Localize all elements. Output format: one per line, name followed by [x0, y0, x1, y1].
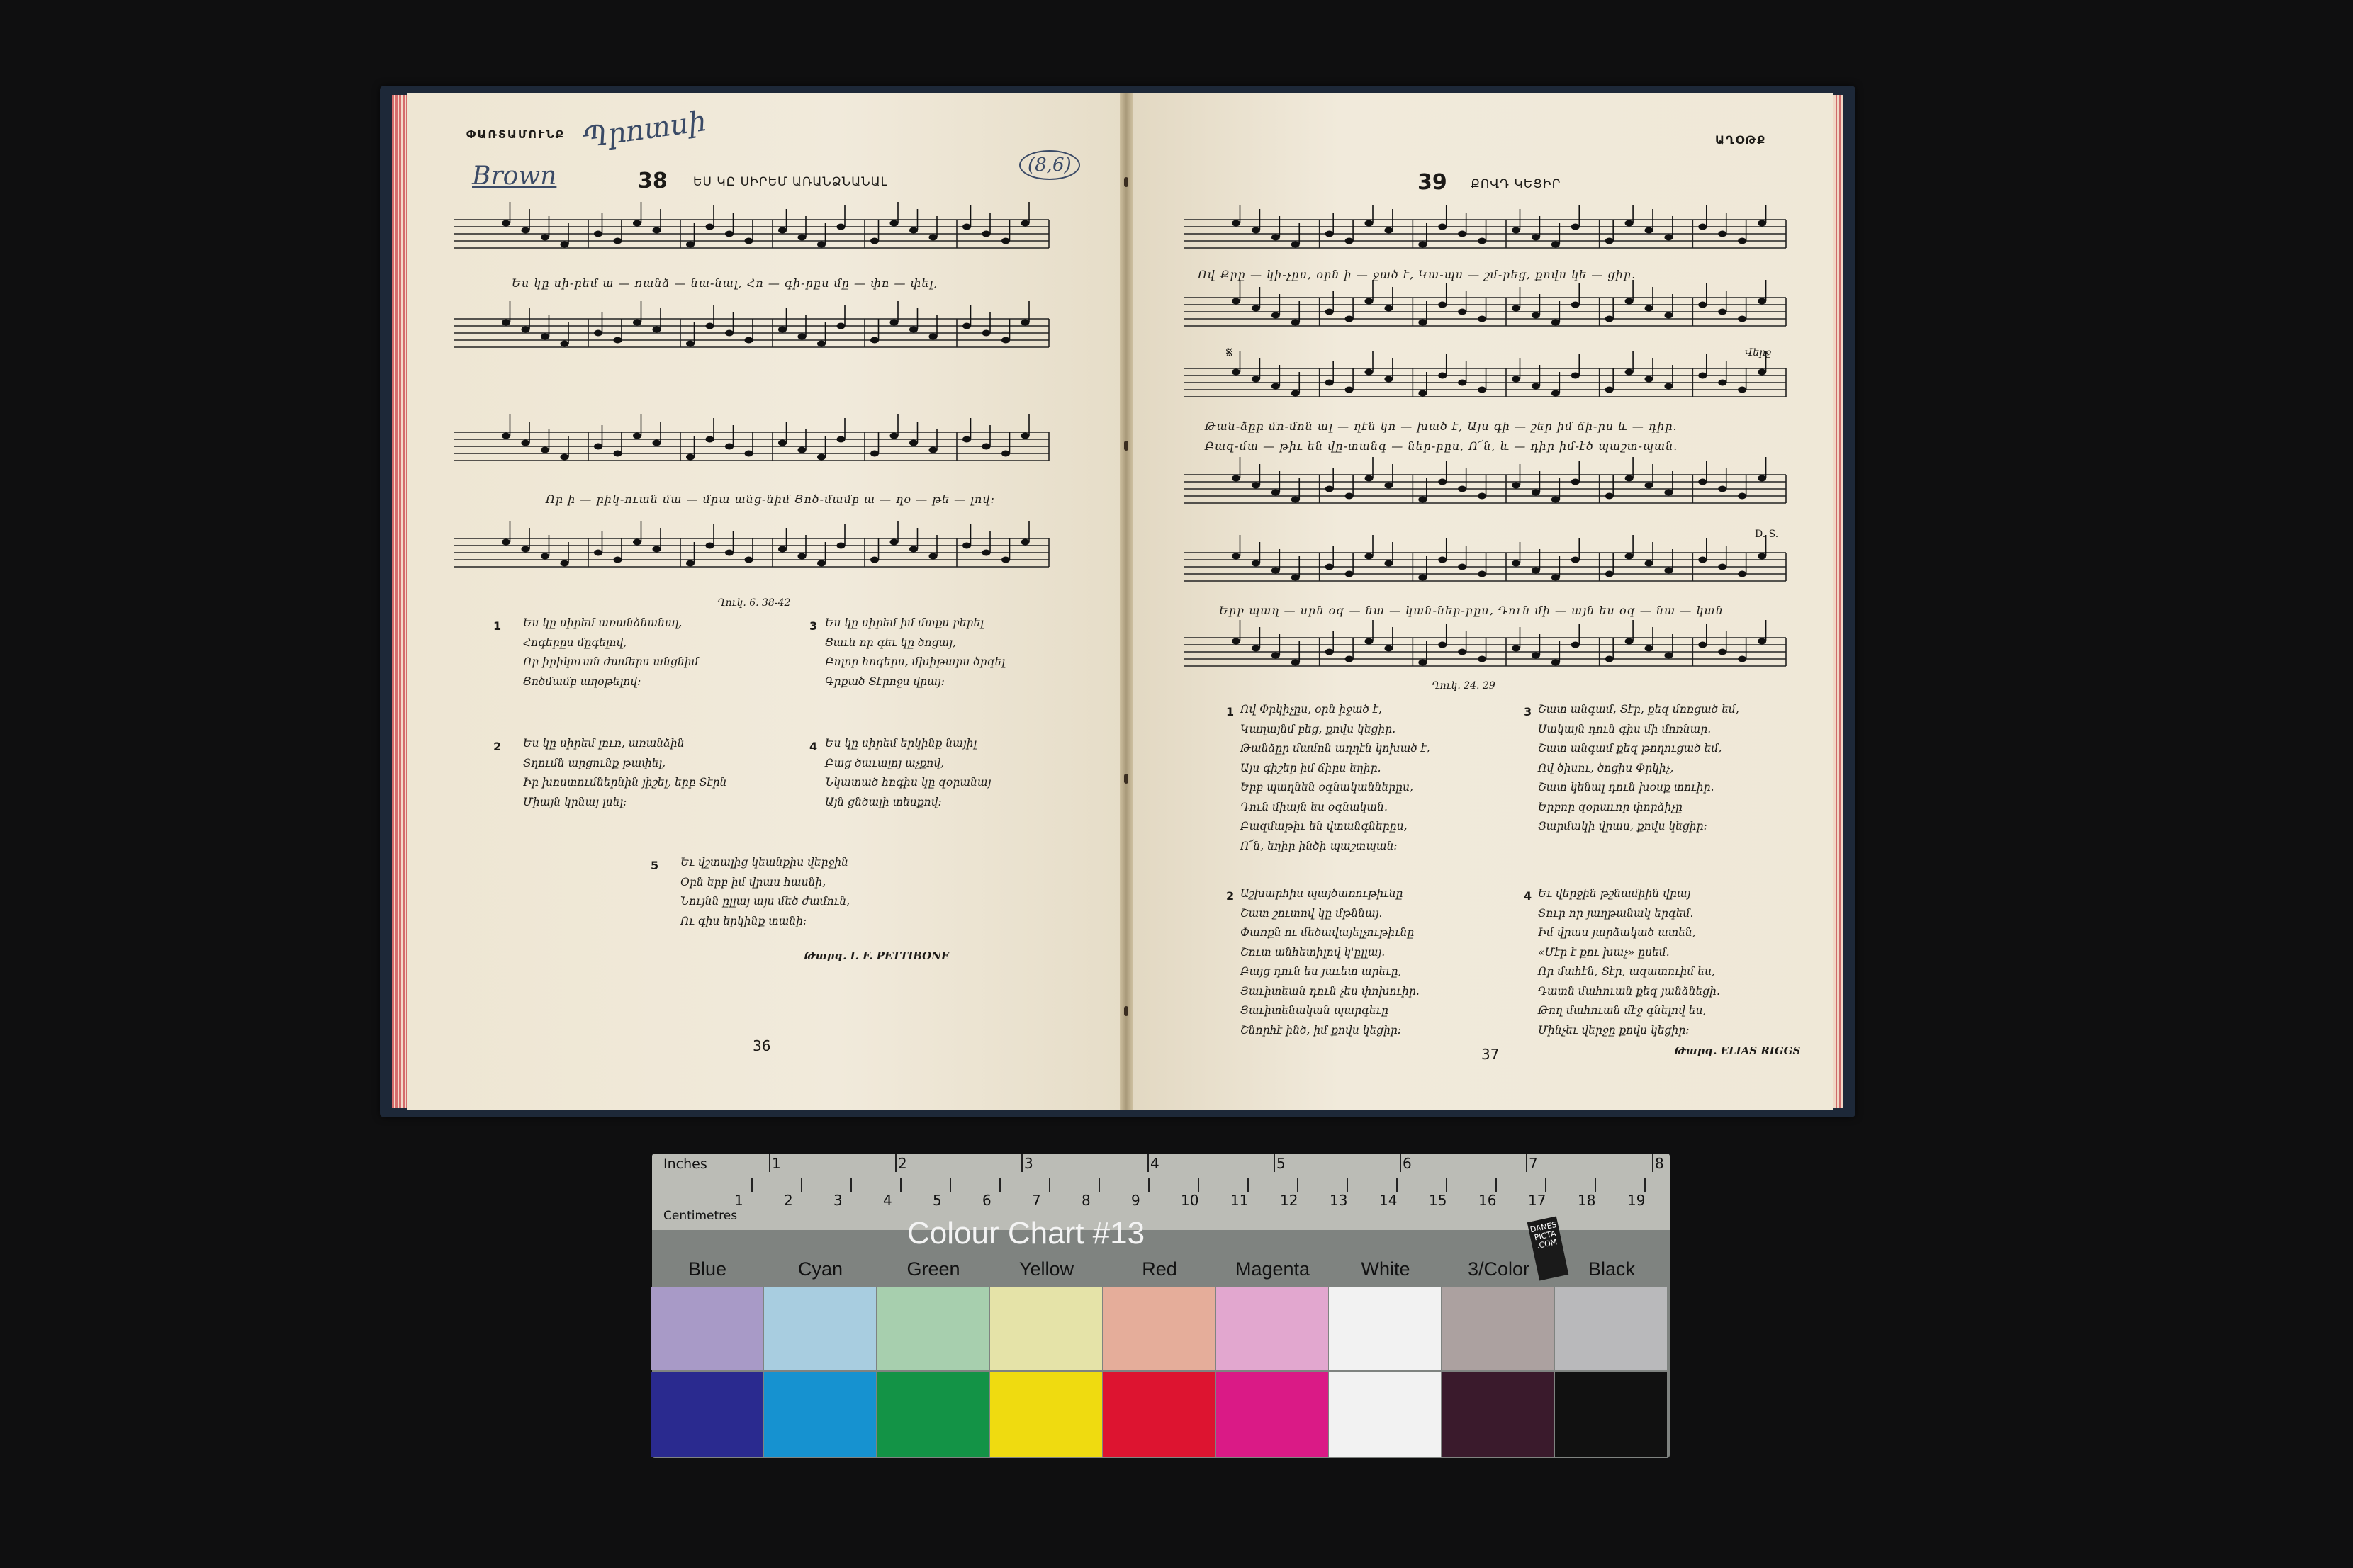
music-staff	[1184, 457, 1786, 503]
cm-tick	[1347, 1178, 1348, 1192]
verse-number: 4	[1524, 889, 1532, 903]
inch-tick	[1652, 1154, 1653, 1172]
verse-text: Եւ վշտալից կեանքիս վերջին Օրն երբ իմ վրաս հասնի, Նույնն ըլլայ այս մեծ ժամուն, Ու գիս երկինք տանի։	[680, 856, 850, 927]
cm-tick	[1595, 1178, 1596, 1192]
swatch-light	[764, 1287, 876, 1370]
cm-tick-label: 3	[833, 1192, 843, 1209]
cm-tick	[950, 1178, 951, 1192]
running-head: ԱՂՕԹՔ	[1715, 133, 1767, 147]
scripture-reference: Ղուկ. 24. 29	[1432, 680, 1495, 692]
cm-tick-label: 9	[1131, 1192, 1140, 1209]
binding-stitch	[1124, 774, 1128, 784]
music-staff	[454, 202, 1049, 248]
cm-tick	[801, 1178, 802, 1192]
hymn-number: 39	[1417, 170, 1447, 195]
inch-tick-label: 3	[1024, 1155, 1033, 1172]
lyric-line: Երբ պաղ — սրն օգ — նա — կան-ներ-րըս, Դուն մի — այն ես օգ — նա — կան	[1219, 604, 1724, 617]
cm-tick	[900, 1178, 902, 1192]
inch-tick	[1147, 1154, 1149, 1172]
music-staff	[1184, 351, 1786, 397]
lyric-line: Թան-ձըր մո-մոն ալ — ղէն կո — խած է, Այս գի — շեր իմ ճի-րս և — դիր.	[1205, 419, 1678, 433]
swatch-light	[990, 1287, 1102, 1370]
inch-tick-label: 7	[1529, 1155, 1538, 1172]
cm-tick	[1545, 1178, 1546, 1192]
inch-tick-label: 6	[1403, 1155, 1412, 1172]
hymn-title: ՔՈՎԴ ԿԵՑԻՐ	[1471, 177, 1561, 191]
swatch-light	[1216, 1287, 1328, 1370]
swatch-light	[877, 1287, 989, 1370]
swatch-label: Magenta	[1235, 1258, 1310, 1280]
cm-tick	[1148, 1178, 1150, 1192]
danes-picta-logo: DANES PICTA .COM	[1527, 1217, 1569, 1281]
swatch-dark	[1103, 1372, 1215, 1457]
cm-tick-label: 5	[933, 1192, 942, 1209]
cm-tick-label: 15	[1429, 1192, 1447, 1209]
page-number: 37	[1481, 1046, 1500, 1063]
verse-number: 2	[1226, 889, 1235, 903]
lyric-line: Բազ-մա — թիւ են վը-տանգ — ներ-րըս, Ո՜ն, և — դիր իմ-էծ պաշտ-պան.	[1205, 439, 1678, 453]
swatch-label: Black	[1588, 1258, 1636, 1280]
verse-number: 5	[651, 859, 659, 872]
inch-tick-label: 2	[898, 1155, 907, 1172]
binding-stitch	[1124, 1006, 1128, 1016]
translator-credit: Թարգ. I. F. PETTIBONE	[804, 949, 950, 962]
lyric-line: Ով Քրը — կի-չըս, օրն ի — ջած է, Կա-պս — շմ-րեց, քովս կե — ցիր.	[1198, 268, 1636, 281]
cm-tick-label: 7	[1032, 1192, 1041, 1209]
cm-tick-label: 11	[1230, 1192, 1249, 1209]
binding-stitch	[1124, 177, 1128, 187]
swatch-label: White	[1361, 1258, 1410, 1280]
swatch-label: Yellow	[1018, 1258, 1074, 1280]
cm-tick	[1644, 1178, 1646, 1192]
centimetres-label: Centimetres	[663, 1209, 738, 1223]
music-staff	[454, 301, 1049, 347]
swatch-light	[1555, 1287, 1667, 1370]
inch-tick-label: 1	[772, 1155, 781, 1172]
cm-tick-label: 1	[734, 1192, 743, 1209]
music-staff	[454, 521, 1049, 567]
verse-number: 2	[493, 740, 502, 753]
verse-text: Ես կը սիրեմ առանձնանալ, Հոգերըս մըգելով, Որ իրիկուան ժամերս անցնիմ Յոծմամբ աղօթելով։	[523, 616, 699, 688]
inch-tick	[1021, 1154, 1023, 1172]
cm-tick	[1049, 1178, 1050, 1192]
cm-tick-label: 16	[1478, 1192, 1497, 1209]
inch-tick	[1526, 1154, 1527, 1172]
inch-tick-label: 4	[1150, 1155, 1159, 1172]
cm-tick-label: 10	[1181, 1192, 1199, 1209]
chart-title: Colour Chart #13	[907, 1216, 1145, 1251]
handwritten-note: Պրոտսի	[580, 105, 709, 154]
swatch-light	[1103, 1287, 1215, 1370]
verse-text: Ես կը սիրեմ երկինք նայիլ Բաց ծաւալոյ աչքով, Նկատած հոգիս կը զօրանայ Այն ցնծալի տեսքով։	[825, 737, 992, 808]
binding-stitch	[1124, 441, 1128, 451]
cm-tick-label: 14	[1379, 1192, 1398, 1209]
cm-tick-label: 18	[1578, 1192, 1596, 1209]
fine-marking: Վերջ	[1745, 347, 1771, 359]
inch-tick	[895, 1154, 897, 1172]
cm-tick	[1396, 1178, 1398, 1192]
verse-number: 3	[809, 619, 818, 633]
cm-tick-label: 19	[1627, 1192, 1646, 1209]
swatch-dark	[990, 1372, 1102, 1457]
inches-label: Inches	[663, 1156, 707, 1172]
swatch-label: Red	[1142, 1258, 1177, 1280]
hymn-number: 38	[638, 169, 668, 193]
segno-sign: 𝄋	[1226, 344, 1233, 362]
cm-tick-label: 12	[1280, 1192, 1298, 1209]
cm-tick	[1198, 1178, 1199, 1192]
cm-tick	[1099, 1178, 1100, 1192]
swatch-label: Cyan	[797, 1258, 843, 1280]
swatch-dark	[1442, 1372, 1554, 1457]
music-staff	[1184, 280, 1786, 326]
verse-text: Ով Փրկիչըս, օրն իջած է, Կաղայնմ բեց, քովս կեցիր. Թանձըր մամոն աղղէն կոխած է, Այս գիշեր իմ ճիրս եղիր. Երբ պաղնեն օգնականներըս, Դուն միայն ես օգնական. Բազմաթիւ են վտանգներըս, Ո՜ն, եղիր ինծի պաշտպան։	[1240, 703, 1430, 852]
verse-text: Եւ վերջին թշնամիին վրայ Տուր որ յաղթանակ երգեմ. Իմ վրաս յարձակած ատեն, «Մէր է քու խաչ» ըսեմ. Որ մահէն, Տէր, ազատուիմ ես, Դատն մահուան քեզ յանձնեցի. Թող մահուան մէջ գնելով ես, Մինչեւ վերջը քովս կեցիր։	[1538, 887, 1720, 1037]
swatch-dark	[764, 1372, 876, 1457]
cm-tick-label: 6	[982, 1192, 992, 1209]
scripture-reference: Ղուկ. 6. 38-42	[717, 597, 791, 609]
verse-text: Ես կը սիրեմ լուռ, առանձին Տղումն արցունք թափել, Իր խոստումներնին յիշել, երբ Տէրն Միայն կրնայ լսել։	[523, 737, 727, 808]
inch-tick-label: 8	[1655, 1155, 1664, 1172]
swatch-dark	[1216, 1372, 1328, 1457]
verse-text: Ես կը սիրեմ իմ մտքս բերել Ցաւն որ գեւ կը ծոցայ, Բոլոր հոգերս, մխիթարս ծրգել Գրքած Տէրոջս վրայ։	[825, 616, 1006, 688]
verse-number: 3	[1524, 705, 1532, 718]
swatch-light	[1329, 1287, 1441, 1370]
lyric-line: Որ ի — րիկ-ուան մա — մրա անց-նիմ Յոծ-մամբ ա — ղօ — թե — լով։	[546, 492, 995, 506]
cm-tick-label: 17	[1528, 1192, 1546, 1209]
verse-number: 4	[809, 740, 818, 753]
cm-tick-label: 4	[883, 1192, 892, 1209]
music-staff	[1184, 535, 1786, 581]
verse-text: Աշխարհիս պայծառութիւնը Շատ շուտով կը մթննայ. Փառքն ու մեծավայելչութիւնը Շուտ անհետիլով կ'ըլլայ. Բայց դուն ես յաւետ արեւը, Յաւիտեան դուն չես փոխուիր. Յաւիտենական պարգեւը Շնորհէ ինծ, իմ քովս կեցիր։	[1240, 887, 1420, 1037]
swatch-dark	[877, 1372, 989, 1457]
cm-tick	[1446, 1178, 1447, 1192]
swatch-label: 3/Color	[1467, 1258, 1530, 1280]
handwritten-tune-name: Brown	[472, 162, 557, 191]
inch-tick-label: 5	[1276, 1155, 1286, 1172]
inch-tick	[1274, 1154, 1275, 1172]
translator-credit: Թարգ. ELIAS RIGGS	[1674, 1044, 1801, 1057]
swatch-light	[1442, 1287, 1554, 1370]
swatch-label: Green	[906, 1258, 960, 1280]
cm-tick	[1247, 1178, 1249, 1192]
swatch-dark	[1329, 1372, 1441, 1457]
cm-tick	[999, 1178, 1001, 1192]
inch-tick	[769, 1154, 770, 1172]
music-staff	[1184, 620, 1786, 666]
verse-text: Շատ անգամ, Տէր, քեզ մոռցած եմ, Սակայն դուն գիս մի մոռնար. Շատ անգամ քեզ թողուցած եմ, Ով ծիսու, ծոցիս Փրկիչ, Շատ կենալ դուն խօսք տուիր. Երբոր զօրաւոր փորձիչը Ցարմակի վրաս, քովս կեցիր։	[1538, 703, 1739, 833]
sheet-music-hymn-38	[454, 198, 1077, 595]
page-number: 36	[753, 1037, 771, 1054]
swatch-label: Blue	[687, 1258, 727, 1280]
cm-tick	[850, 1178, 852, 1192]
swatch-dark	[1555, 1372, 1667, 1457]
cm-tick-label: 8	[1082, 1192, 1091, 1209]
swatch-dark	[651, 1372, 763, 1457]
cm-tick	[1495, 1178, 1497, 1192]
handwritten-meter: (8,6)	[1019, 150, 1080, 180]
music-staff	[1184, 205, 1786, 248]
lyric-line: Ես կը սի-րեմ ա — ռանձ — նա-նալ, Հո — գի-րըս մը — փո — փել,	[512, 276, 938, 290]
cm-tick	[751, 1178, 753, 1192]
inch-tick	[1400, 1154, 1401, 1172]
music-staff	[454, 414, 1049, 461]
cm-tick-label: 13	[1330, 1192, 1348, 1209]
cm-tick	[1297, 1178, 1298, 1192]
running-head: ՓԱՌՏԱՄՈՒՆՔ	[466, 128, 565, 141]
book-gutter	[1120, 93, 1133, 1110]
ds-marking: D. S.	[1755, 529, 1779, 540]
ruler	[652, 1154, 1670, 1230]
verse-number: 1	[1226, 705, 1235, 718]
verse-number: 1	[493, 619, 502, 633]
swatch-light	[651, 1287, 763, 1370]
cm-tick-label: 2	[784, 1192, 793, 1209]
hymn-title: ԵՍ ԿԸ ՍԻՐԵՄ ԱՌԱՆՁՆԱՆԱԼ	[693, 175, 888, 189]
